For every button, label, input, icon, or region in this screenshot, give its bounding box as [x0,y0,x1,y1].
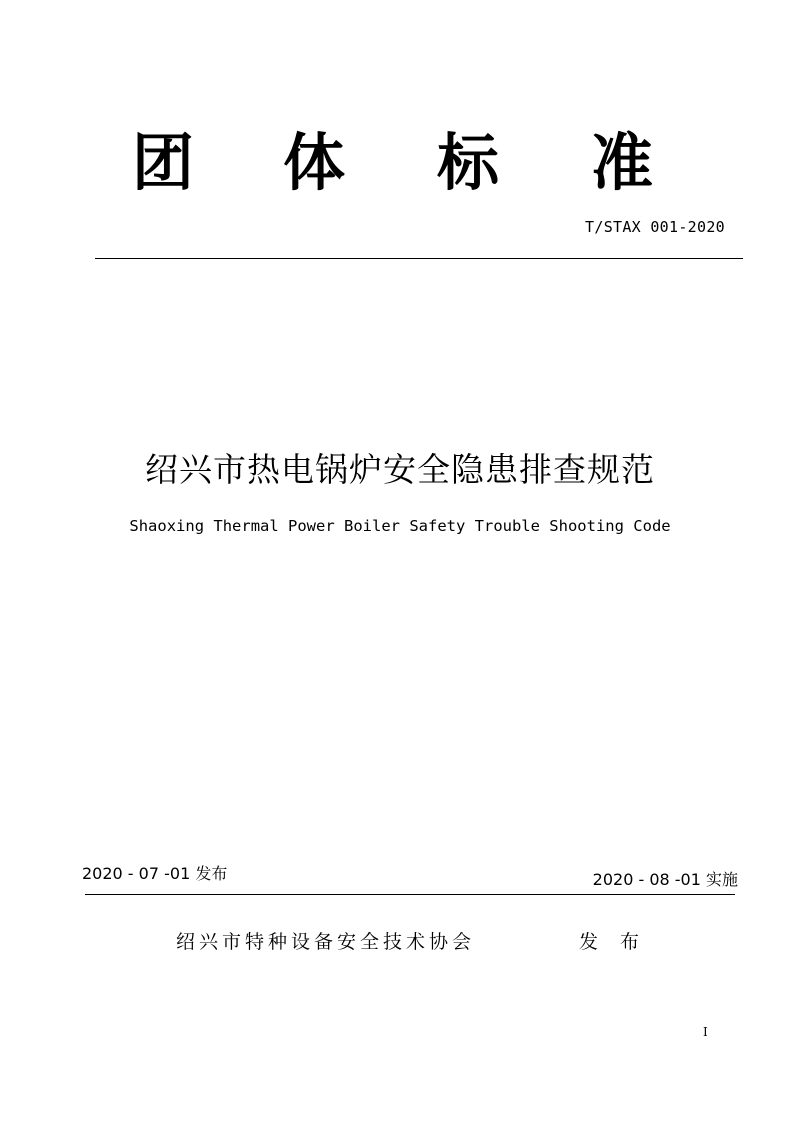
document-title-english: Shaoxing Thermal Power Boiler Safety Trouble Shooting Code [129,517,671,535]
standard-category-char-4: 准 [591,126,654,199]
publish-label: 发 布 [579,931,648,953]
header-divider [95,258,743,259]
implementation-date: 2020 - 08 -01 实施 [592,870,738,889]
standard-category-char-2: 体 [283,126,346,199]
standard-category-char-3: 标 [437,126,500,199]
standard-category-char-1: 团 [132,126,195,199]
document-title-chinese: 绍兴市热电锅炉安全隐患排查规范 [145,450,655,489]
page-number: I [703,1025,708,1039]
issue-date: 2020 - 07 -01 发布 [82,864,228,883]
footer-divider [85,894,735,895]
publisher-name: 绍兴市特种设备安全技术协会 [176,931,476,953]
standard-number: T/STAX 001-2020 [585,218,725,236]
